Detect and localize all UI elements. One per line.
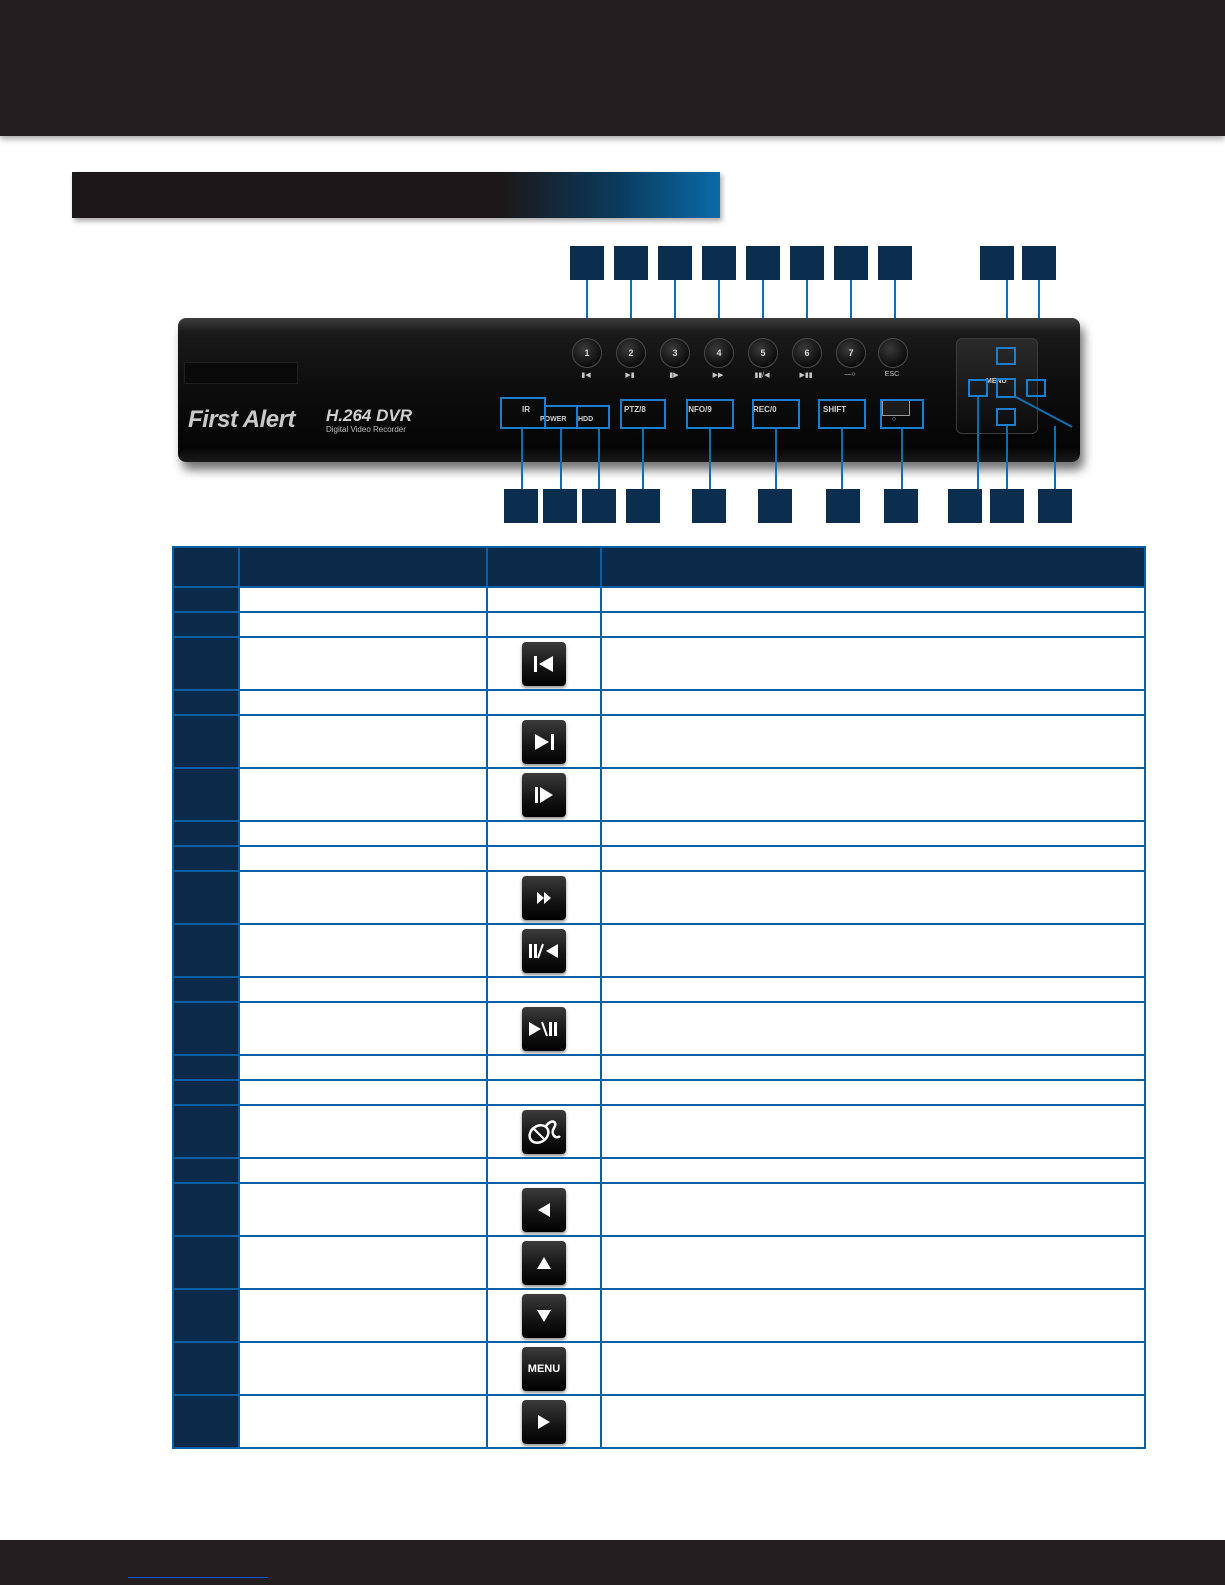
leader-line: [1054, 426, 1056, 489]
icon-cell: [487, 1158, 601, 1183]
callout-marker: [746, 246, 780, 280]
callout-marker: [990, 489, 1024, 523]
icon-cell: [487, 1289, 601, 1342]
top-header-bar: [0, 0, 1225, 136]
icon-cell: [487, 1002, 601, 1055]
row-number-cell: [173, 1055, 239, 1080]
row-number-cell: [173, 637, 239, 690]
leader-line: [841, 429, 843, 489]
info-button[interactable]: INFO/9: [686, 405, 712, 414]
usb-highlight-frame: [880, 399, 924, 429]
header-cell: [173, 547, 239, 587]
button-7[interactable]: 7: [836, 338, 866, 368]
play-pause-glyph-icon: ▶▮▮: [799, 372, 813, 379]
row-number-cell: [173, 1183, 239, 1236]
description-cell: [601, 690, 1145, 715]
table-row: [173, 1395, 1145, 1448]
fast-forward-icon: [522, 876, 566, 920]
hdd-highlight-frame: [576, 405, 610, 429]
description-cell: [601, 1080, 1145, 1105]
esc-button[interactable]: [878, 338, 908, 368]
play-pause-icon: [522, 1007, 566, 1051]
header-cell: [239, 547, 487, 587]
button-name-cell: [239, 1105, 487, 1158]
icon-cell: [487, 1395, 601, 1448]
description-cell: [601, 846, 1145, 871]
power-highlight-frame: [544, 405, 578, 429]
button-name-cell: [239, 1158, 487, 1183]
icon-cell: [487, 1080, 601, 1105]
description-cell: [601, 768, 1145, 821]
leader-line: [709, 429, 711, 489]
description-cell: [601, 1342, 1145, 1395]
shift-button[interactable]: SHIFT: [823, 405, 847, 414]
skip-forward-glyph-icon: ▶▮: [625, 372, 635, 379]
icon-cell: [487, 637, 601, 690]
description-cell: [601, 977, 1145, 1002]
row-number-cell: [173, 715, 239, 768]
callout-marker: [504, 489, 538, 523]
description-cell: [601, 821, 1145, 846]
disc-slot: [184, 362, 298, 384]
table-row: [173, 637, 1145, 690]
icon-cell: [487, 715, 601, 768]
callout-marker: [758, 489, 792, 523]
skip-forward-icon: [522, 720, 566, 764]
table-row: [173, 587, 1145, 612]
callout-marker: [702, 246, 736, 280]
search-glyph-icon: —○: [844, 371, 856, 378]
description-cell: [601, 924, 1145, 977]
callout-marker: [570, 246, 604, 280]
button-3[interactable]: 3: [660, 338, 690, 368]
description-cell: [601, 637, 1145, 690]
row-number-cell: [173, 612, 239, 637]
description-cell: [601, 1055, 1145, 1080]
row-number-cell: [173, 768, 239, 821]
row-number-cell: [173, 1289, 239, 1342]
button-1[interactable]: 1: [572, 338, 602, 368]
brand-logo: First Alert: [188, 406, 295, 433]
button-6[interactable]: 6: [792, 338, 822, 368]
leader-line: [560, 429, 562, 489]
table-row: [173, 1289, 1145, 1342]
button-name-cell: [239, 1289, 487, 1342]
table-row: [173, 1055, 1145, 1080]
menu-button[interactable]: MENU: [986, 378, 1007, 385]
leader-line: [642, 429, 644, 489]
icon-cell: [487, 587, 601, 612]
callout-marker: [948, 489, 982, 523]
leader-line: [977, 397, 979, 489]
slow-play-glyph-icon: ▮▶: [669, 372, 679, 379]
icon-cell: [487, 768, 601, 821]
button-5[interactable]: 5: [748, 338, 778, 368]
skip-back-glyph-icon: ▮◀: [581, 372, 591, 379]
row-number-cell: [173, 1342, 239, 1395]
description-cell: [601, 1158, 1145, 1183]
leader-line: [521, 429, 523, 489]
icon-cell: [487, 1342, 601, 1395]
icon-cell: [487, 1105, 601, 1158]
icon-cell: [487, 846, 601, 871]
description-cell: [601, 1289, 1145, 1342]
description-cell: [601, 1395, 1145, 1448]
button-name-cell: [239, 924, 487, 977]
description-cell: [601, 715, 1145, 768]
table-row: [173, 1183, 1145, 1236]
table-row: [173, 1080, 1145, 1105]
menu-highlight-frame: [996, 378, 1016, 398]
pause-reverse-icon: [522, 929, 566, 973]
model-label: H.264 DVR: [326, 406, 412, 425]
row-number-cell: [173, 1002, 239, 1055]
button-2[interactable]: 2: [616, 338, 646, 368]
row-number-cell: [173, 977, 239, 1002]
callout-marker: [884, 489, 918, 523]
footer-link-underline: [128, 1577, 268, 1578]
table-row: [173, 821, 1145, 846]
icon-cell: [487, 612, 601, 637]
table-row: [173, 1002, 1145, 1055]
table-row: [173, 1342, 1145, 1395]
button-name-cell: [239, 637, 487, 690]
table-row: [173, 690, 1145, 715]
leader-line: [775, 429, 777, 489]
button-name-cell: [239, 768, 487, 821]
callout-marker: [1038, 489, 1072, 523]
menu-icon: [522, 1347, 566, 1391]
row-number-cell: [173, 924, 239, 977]
section-title-bar: [72, 172, 720, 218]
header-cell: [487, 547, 601, 587]
table-row: [173, 871, 1145, 924]
description-cell: [601, 1183, 1145, 1236]
footer-bar: [0, 1540, 1225, 1585]
row-number-cell: [173, 587, 239, 612]
table-header-row: [173, 547, 1145, 587]
row-number-cell: [173, 1158, 239, 1183]
button-name-cell: [239, 1395, 487, 1448]
callout-marker: [826, 489, 860, 523]
button-reference-table: [172, 546, 1146, 1449]
row-number-cell: [173, 1236, 239, 1289]
button-name-cell: [239, 612, 487, 637]
table-row: [173, 715, 1145, 768]
button-name-cell: [239, 871, 487, 924]
esc-label: ESC: [884, 371, 900, 378]
row-number-cell: [173, 1080, 239, 1105]
callout-marker: [1022, 246, 1056, 280]
table-row: [173, 1158, 1145, 1183]
rec-button[interactable]: REC/0: [753, 405, 777, 414]
table-row: [173, 1236, 1145, 1289]
mouse-icon: [522, 1110, 566, 1154]
callout-marker: [834, 246, 868, 280]
button-name-cell: [239, 587, 487, 612]
description-cell: [601, 1236, 1145, 1289]
button-name-cell: [239, 977, 487, 1002]
shift-highlight-frame: [818, 399, 866, 429]
description-cell: [601, 1105, 1145, 1158]
left-highlight-frame: [968, 379, 988, 397]
leader-line: [901, 429, 903, 489]
callout-marker: [692, 489, 726, 523]
ir-highlight-frame: [500, 397, 546, 429]
callout-marker: [980, 246, 1014, 280]
icon-cell: [487, 1055, 601, 1080]
down-highlight-frame: [996, 408, 1016, 426]
row-number-cell: [173, 690, 239, 715]
icon-cell: [487, 821, 601, 846]
button-name-cell: [239, 1342, 487, 1395]
right-highlight-frame: [1026, 379, 1046, 397]
row-number-cell: [173, 846, 239, 871]
table-body: [173, 587, 1145, 1448]
button-name-cell: [239, 1183, 487, 1236]
button-name-cell: [239, 1002, 487, 1055]
row-number-cell: [173, 1395, 239, 1448]
description-cell: [601, 871, 1145, 924]
table-row: [173, 612, 1145, 637]
ptz-highlight-frame: [620, 399, 666, 429]
icon-cell: [487, 977, 601, 1002]
ir-label: IR: [522, 405, 530, 414]
leader-line: [1006, 426, 1008, 489]
button-name-cell: [239, 690, 487, 715]
table-row: [173, 1105, 1145, 1158]
button-4[interactable]: 4: [704, 338, 734, 368]
callout-marker: [626, 489, 660, 523]
skip-back-icon: [522, 642, 566, 686]
hdd-label: HDD: [578, 416, 594, 423]
menu-icon-label: MENU: [527, 1362, 561, 1375]
arrow-down-icon: [522, 1294, 566, 1338]
description-cell: [601, 612, 1145, 637]
icon-cell: [487, 1236, 601, 1289]
arrow-left-icon: [522, 1188, 566, 1232]
callout-marker: [543, 489, 577, 523]
button-name-cell: [239, 1055, 487, 1080]
button-name-cell: [239, 1080, 487, 1105]
arrow-up-icon: [522, 1241, 566, 1285]
callout-marker: [614, 246, 648, 280]
rec-highlight-frame: [752, 399, 800, 429]
row-number-cell: [173, 1105, 239, 1158]
pause-reverse-glyph-icon: ▮▮/◀: [754, 372, 770, 379]
callout-marker: [658, 246, 692, 280]
leader-line: [598, 429, 600, 489]
table-row: [173, 846, 1145, 871]
header-cell: [601, 547, 1145, 587]
table-row: [173, 977, 1145, 1002]
icon-cell: [487, 1183, 601, 1236]
info-highlight-frame: [686, 399, 734, 429]
arrow-right-icon: [522, 1400, 566, 1444]
button-name-cell: [239, 846, 487, 871]
power-label: POWER: [540, 416, 567, 423]
slow-play-icon: [522, 773, 566, 817]
table-row: [173, 768, 1145, 821]
ptz-button[interactable]: PTZ/8: [624, 405, 646, 414]
model-subtitle: Digital Video Recorder: [326, 425, 406, 434]
icon-cell: [487, 871, 601, 924]
up-highlight-frame: [996, 347, 1016, 365]
table-row: [173, 924, 1145, 977]
button-name-cell: [239, 821, 487, 846]
icon-cell: [487, 690, 601, 715]
description-cell: [601, 587, 1145, 612]
button-name-cell: [239, 715, 487, 768]
row-number-cell: [173, 821, 239, 846]
dvr-front-panel: [178, 318, 1080, 462]
callout-marker: [878, 246, 912, 280]
description-cell: [601, 1002, 1145, 1055]
icon-cell: [487, 924, 601, 977]
row-number-cell: [173, 871, 239, 924]
callout-marker: [582, 489, 616, 523]
button-name-cell: [239, 1236, 487, 1289]
mouse-port-glyph-icon: ○: [891, 416, 897, 423]
callout-marker: [790, 246, 824, 280]
fast-forward-glyph-icon: ▶▶: [712, 372, 724, 379]
